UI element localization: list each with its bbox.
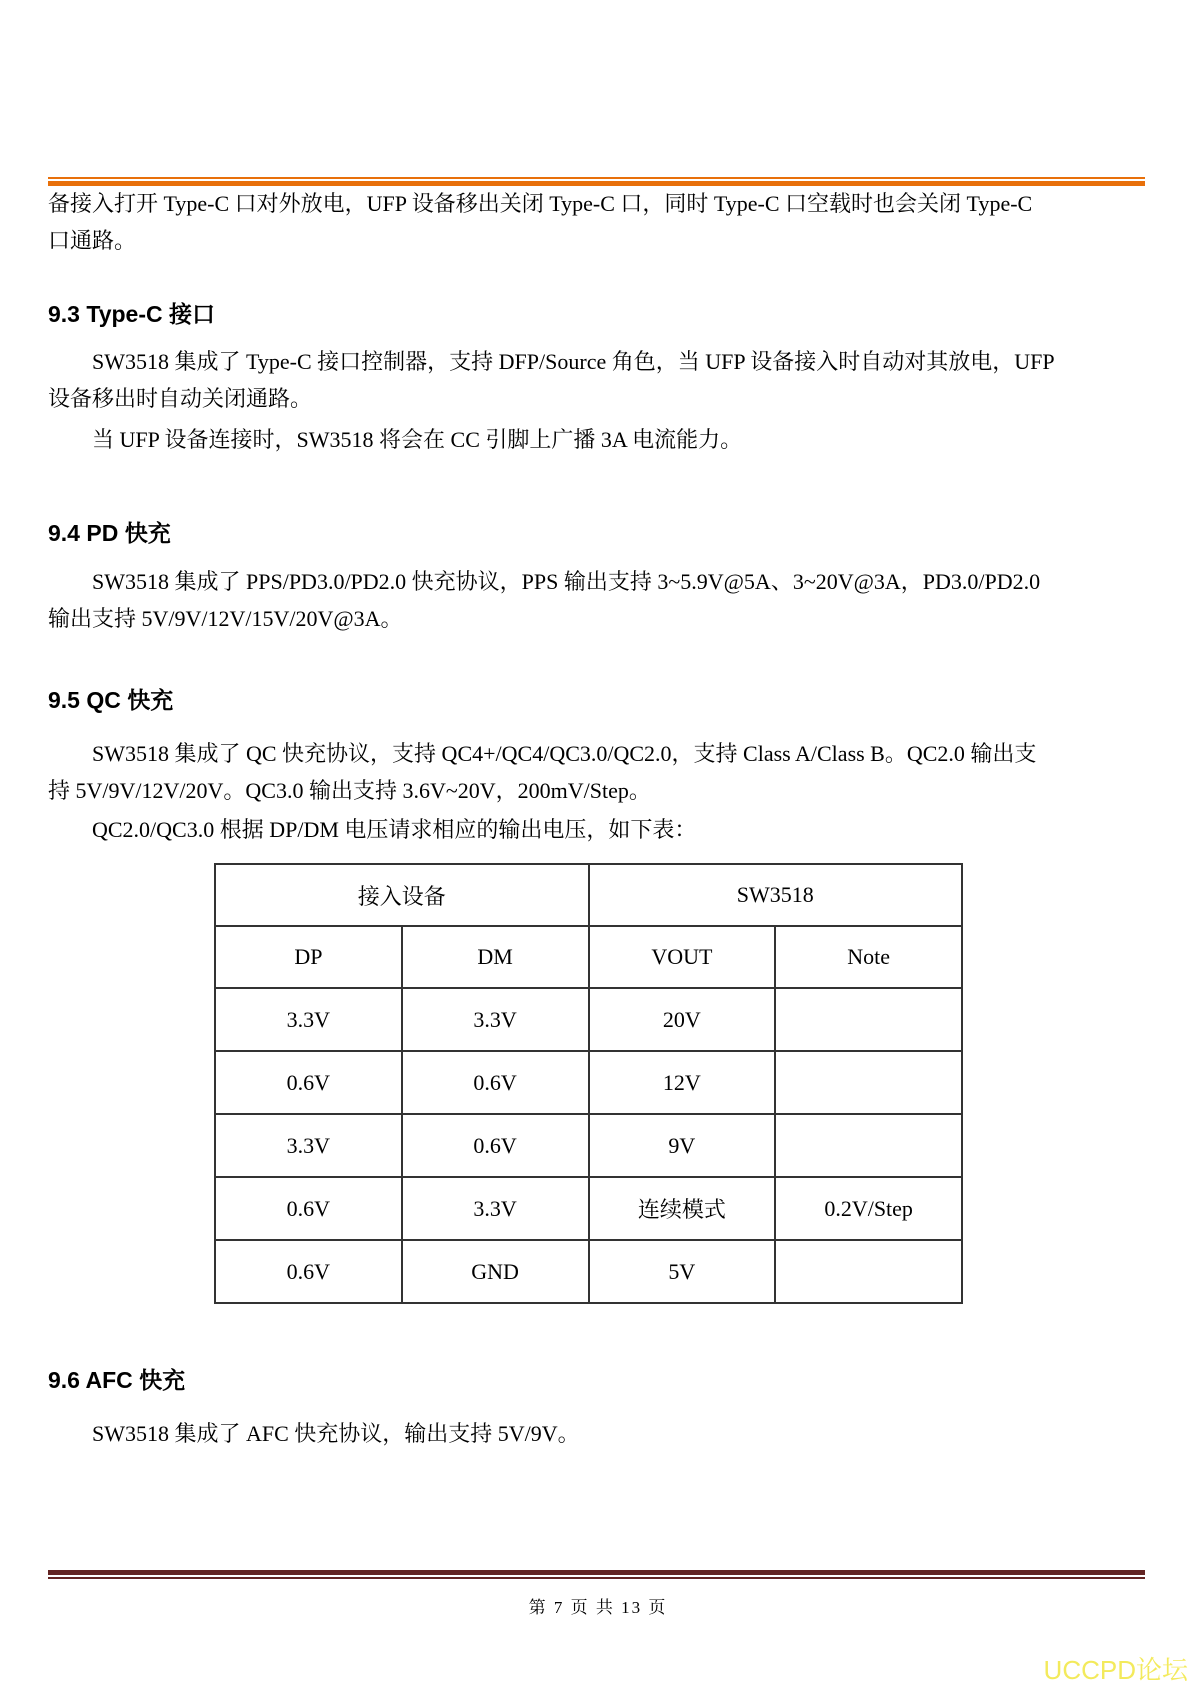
paragraph-pd (48, 563, 1148, 637)
bottom-rule-thin (48, 1577, 1145, 1579)
paragraph-typec-1 (48, 343, 1148, 417)
paragraph-qc-2 (48, 811, 1148, 848)
top-rule-thin (48, 177, 1145, 179)
text-line: QC2.0/QC3.0 根据 DP/DM 电压请求相应的输出电压，如下表： (92, 817, 697, 842)
table-row (215, 1114, 962, 1177)
table-cell: 连续模式 (589, 1177, 776, 1240)
section-heading-9-3: 9.3 Type-C 接口 (48, 301, 215, 327)
paragraph-qc-1 (48, 735, 1148, 809)
text-line: SW3518 集成了 PPS/PD3.0/PD2.0 快充协议，PPS 输出支持 3~5.9V@5A、3~20V@3A，PD3.0/PD2.0 (92, 569, 1041, 594)
table-row (215, 1240, 962, 1303)
table-cell: 0.6V (215, 1177, 402, 1240)
table-cell: 0.6V (215, 1051, 402, 1114)
table-cell: GND (402, 1240, 589, 1303)
table-cell: 12V (589, 1051, 776, 1114)
section-heading-9-6: 9.6 AFC 快充 (48, 1367, 186, 1393)
paragraph-afc (48, 1415, 1148, 1452)
table-col-vout: VOUT (589, 926, 776, 988)
table-group-header-sw3518: SW3518 (589, 864, 963, 926)
table-cell: 3.3V (402, 1177, 589, 1240)
page-number: 第 7 页 共 13 页 (528, 1598, 668, 1617)
text-line: 持 5V/9V/12V/20V。QC3.0 输出支持 3.6V~20V，200mV/Step。 (48, 778, 651, 803)
text-line: 当 UFP 设备连接时，SW3518 将会在 CC 引脚上广播 3A 电流能力。 (92, 427, 743, 452)
table-cell: 3.3V (402, 988, 589, 1051)
table-cell: 0.6V (215, 1240, 402, 1303)
table-group-header-device: 接入设备 (215, 864, 589, 926)
table-cell: 3.3V (215, 1114, 402, 1177)
paragraph-typec-2 (48, 421, 1148, 458)
text-line: 设备移出时自动关闭通路。 (48, 386, 313, 411)
table-col-dm: DM (402, 926, 589, 988)
bottom-rule-thick (48, 1570, 1145, 1575)
table-col-note: Note (775, 926, 962, 988)
text-line: 备接入打开 Type-C 口对外放电，UFP 设备移出关闭 Type-C 口，同时 Type-C 口空载时也会关闭 Type-C (48, 191, 1033, 216)
table-cell (775, 1114, 962, 1177)
table-cell: 9V (589, 1114, 776, 1177)
table-row (215, 1051, 962, 1114)
table-cell (775, 1240, 962, 1303)
text-line: SW3518 集成了 AFC 快充协议，输出支持 5V/9V。 (92, 1421, 580, 1446)
text-line: SW3518 集成了 Type-C 接口控制器，支持 DFP/Source 角色，当 UFP 设备接入时自动对其放电，UFP (92, 349, 1055, 374)
table-cell: 5V (589, 1240, 776, 1303)
qc-voltage-table (214, 863, 963, 1304)
text-line: SW3518 集成了 QC 快充协议，支持 QC4+/QC4/QC3.0/QC2.0，支持 Class A/Class B。QC2.0 输出支 (92, 741, 1037, 766)
section-heading-9-5: 9.5 QC 快充 (48, 687, 174, 713)
table-cell (775, 988, 962, 1051)
paragraph-intro (48, 185, 1148, 259)
table-cell: 3.3V (215, 988, 402, 1051)
section-heading-9-4: 9.4 PD 快充 (48, 520, 171, 546)
table-row (215, 988, 962, 1051)
table-cell (775, 1051, 962, 1114)
watermark-text: UCCPD论坛 (1043, 1655, 1188, 1683)
table-group-header-row (215, 864, 962, 926)
table-cell: 0.2V/Step (775, 1177, 962, 1240)
table-cell: 20V (589, 988, 776, 1051)
table-cell: 0.6V (402, 1114, 589, 1177)
text-line: 口通路。 (48, 228, 137, 253)
table-column-header-row (215, 926, 962, 988)
table-col-dp: DP (215, 926, 402, 988)
table-row (215, 1177, 962, 1240)
text-line: 输出支持 5V/9V/12V/15V/20V@3A。 (48, 606, 403, 631)
table-cell: 0.6V (402, 1051, 589, 1114)
